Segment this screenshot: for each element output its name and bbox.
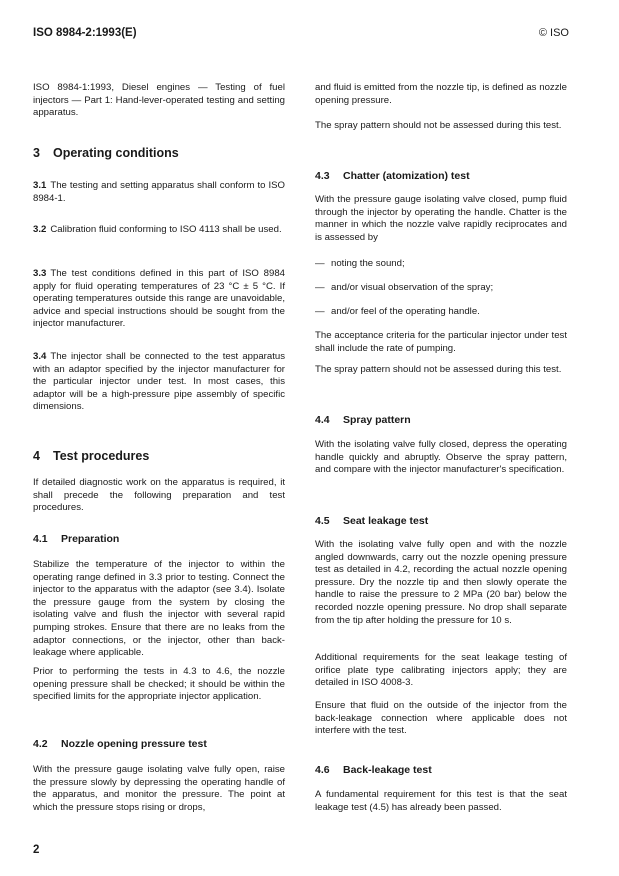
section-4-2-heading: 4.2 Nozzle opening pressure test — [33, 738, 207, 750]
section-4-5-para-2: Additional requirements for the seat leakage testing of orifice plate type calibrating injectors apply; they are detailed in ISO 4008-3. — [315, 652, 567, 689]
continued-para: and fluid is emitted from the nozzle tip, is defined as nozzle opening pressure. — [315, 82, 567, 106]
section-4-intro: If detailed diagnostic work on the apparatus is required, it shall precede the following preparation and test procedures. — [33, 477, 285, 514]
copyright-mark: © ISO — [538, 27, 569, 39]
dash-item-3: — and/or feel of the operating handle. — [315, 306, 480, 317]
clause-3-2: 3.2 Calibration fluid conforming to ISO 4113 shall be used. — [33, 224, 282, 235]
section-4-1-heading: 4.1 Preparation — [33, 533, 120, 545]
section-4-5-para-3: Ensure that fluid on the outside of the injector from the back-leakage connection where applicable does not interfere with the test. — [315, 700, 567, 737]
clause-3-4: 3.4 The injector shall be connected to the test apparatus with an adaptor specified by the injector manufacturer for the particular injector under test. In most cases, this adaptor will be a high-pressure pipe assembly of specific dimensions. — [33, 351, 285, 413]
continued-para-2: The spray pattern should not be assessed during this test. — [315, 120, 562, 131]
dash-item-1: — noting the sound; — [315, 258, 405, 269]
section-4-3-para-2: The acceptance criteria for the particular injector under test shall include the rate of pumping. — [315, 330, 567, 354]
section-4-1-para-2: Prior to performing the tests in 4.3 to 4.6, the nozzle opening pressure shall be checked; it should be within the specified limits for the appropriate injector application. — [33, 666, 285, 703]
section-4-3-para-3: The spray pattern should not be assessed during this test. — [315, 364, 562, 375]
dash-item-2: — and/or visual observation of the spray; — [315, 282, 494, 293]
section-4-5-para-1: With the isolating valve fully open and with the nozzle angled downwards, carry out the nozzle opening pressure test as detailed in 4.2, recording the actual nozzle opening pressure. Dry the nozzle tip and then slowly operate the handle to raise the pressure to 2 MPa (20 bar) below the recorded nozzle opening pressure. No drop shall separate from the tip after holding the pressure for 10 s. — [315, 539, 567, 626]
reference-entry: ISO 8984-1:1993, Diesel engines — Testing of fuel injectors — Part 1: Hand-lever-operated testing and setting apparatus. — [33, 82, 285, 119]
section-4-1-para-1: Stabilize the temperature of the injector to within the operating range defined in 3.3 prior to testing. Connect the injector to the apparatus with the adaptor (see 3.4). Isolate the pressure gauge from the system by closing the isolating valve and flush the injector with several rapid pumping strokes. Ensure that there are no leaks from the adaptor connections, or the injector, other than back-leakage where applicable. — [33, 559, 285, 659]
clause-3-1: 3.1 The testing and setting apparatus shall conform to ISO 8984-1. — [33, 180, 285, 204]
section-4-4-heading: 4.4 Spray pattern — [315, 414, 411, 426]
section-4-heading: 4 Test procedures — [33, 449, 150, 463]
section-4-4-para-1: With the isolating valve fully closed, depress the operating handle quickly and abruptly. Observe the spray pattern, and compare with the injector manufacturer's specification. — [315, 439, 567, 476]
section-4-6-heading: 4.6 Back-leakage test — [315, 764, 432, 776]
page-number: 2 — [33, 844, 40, 856]
section-4-3-para-1: With the pressure gauge isolating valve closed, pump fluid through the injector by operating the handle. Chatter is the manner in which the nozzle valve rapidly reciprocates and is assessed by — [315, 194, 567, 243]
section-3-heading: 3 Operating conditions — [33, 146, 179, 160]
clause-3-3: 3.3 The test conditions defined in this part of ISO 8984 apply for fluid operating temperatures of 23 °C ± 5 °C. If operating temperatures outside this range are unavoidable, advice and special instructions should be sought from the injector manufacturer. — [33, 268, 285, 330]
section-4-6-para-1: A fundamental requirement for this test is that the seat leakage test (4.5) has already been passed. — [315, 789, 567, 813]
section-4-3-heading: 4.3 Chatter (atomization) test — [315, 170, 470, 182]
section-4-5-heading: 4.5 Seat leakage test — [315, 515, 429, 527]
document-id: ISO 8984-2:1993(E) — [33, 27, 137, 39]
section-4-2-para-1: With the pressure gauge isolating valve fully open, raise the pressure slowly by depressing the operating handle of the apparatus, and monitor the pressure. The point at which the pressure stops rising or drops, — [33, 764, 285, 813]
